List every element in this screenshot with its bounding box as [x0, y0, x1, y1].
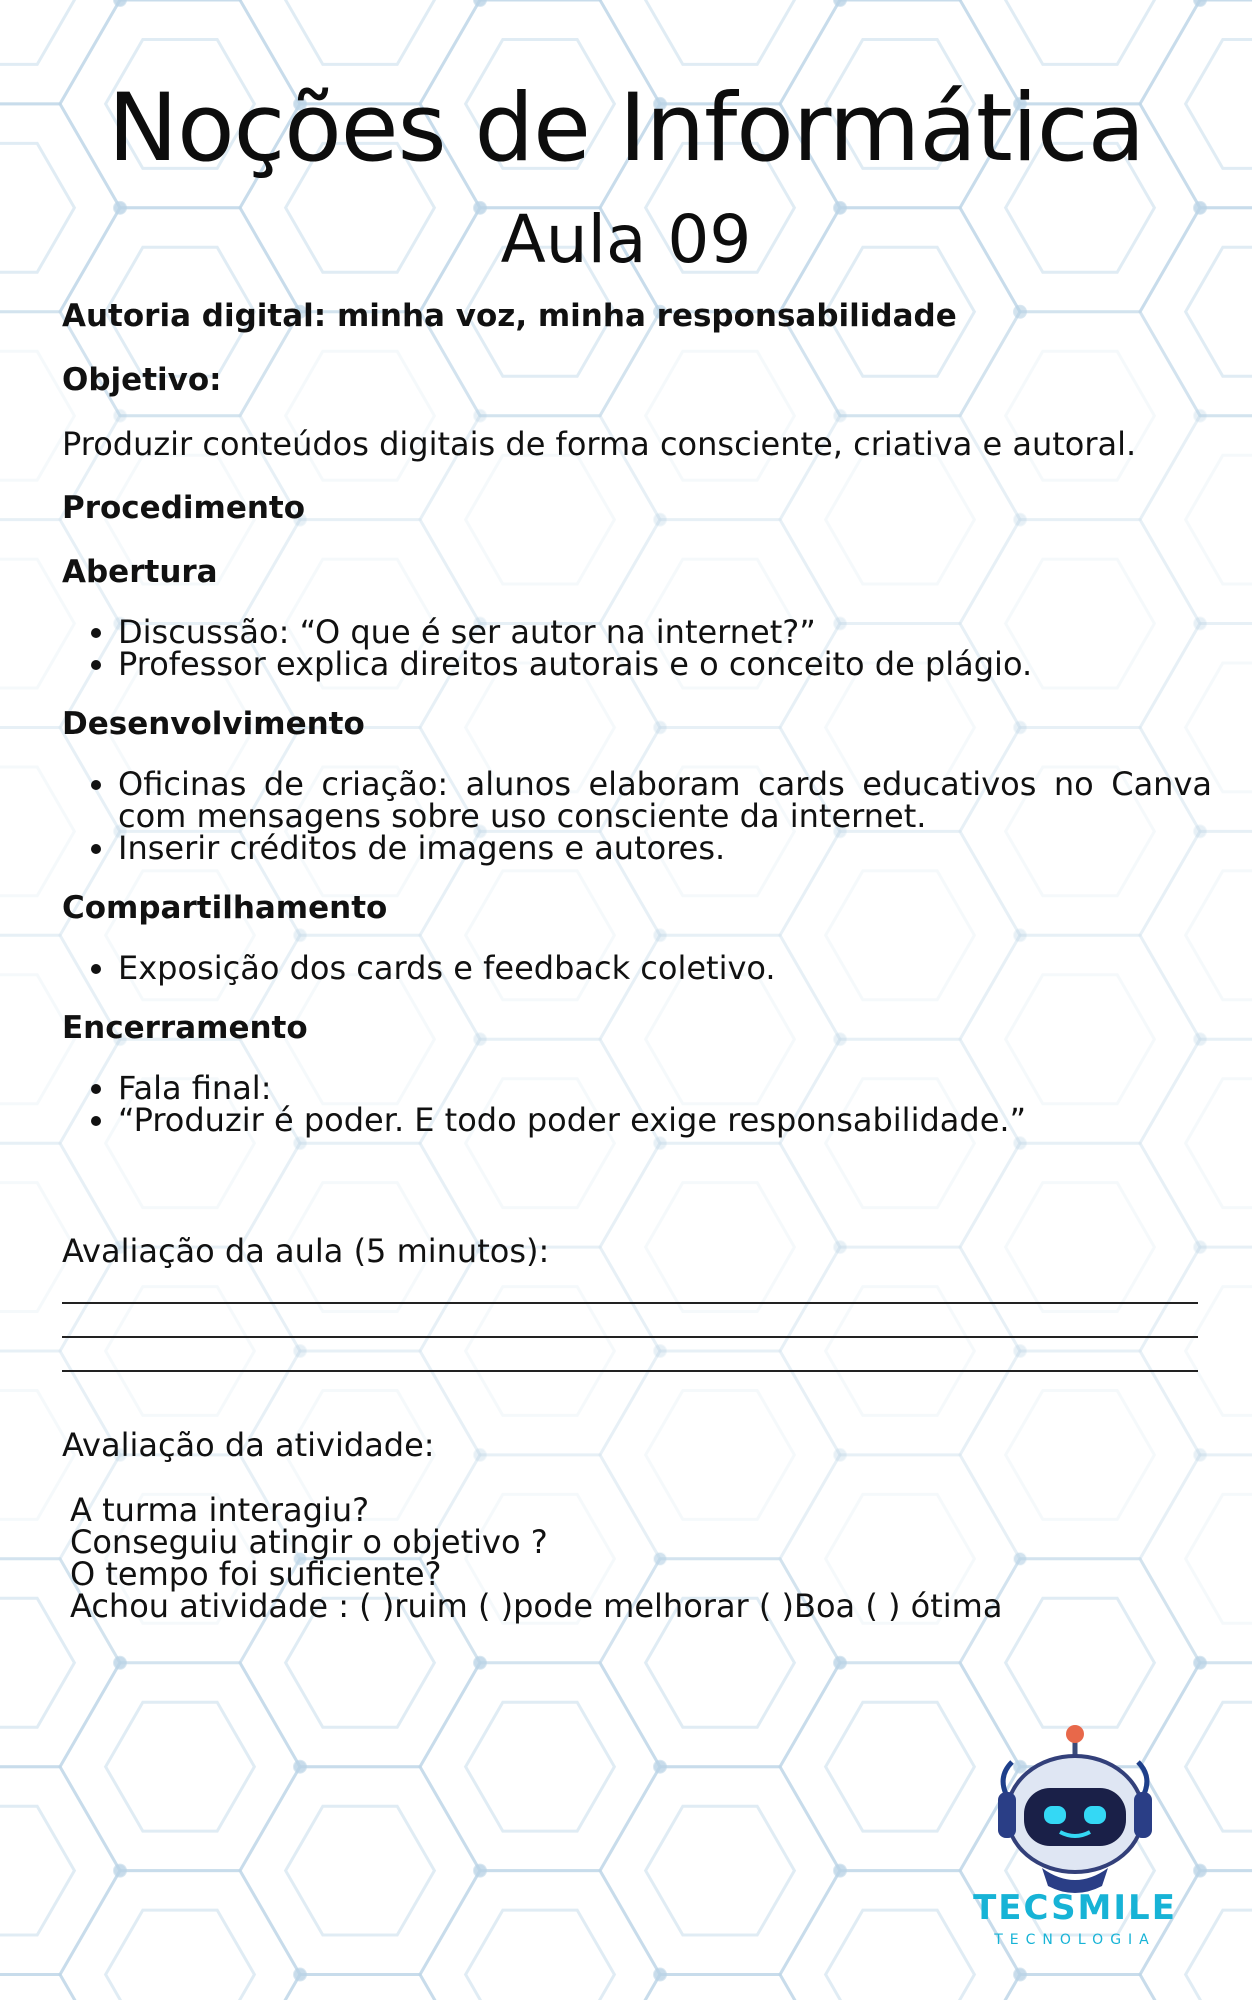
encerramento-heading: Encerramento — [62, 1010, 308, 1046]
avaliacao-aula-label: Avaliação da aula (5 minutos): — [62, 1232, 550, 1270]
encerramento-list — [62, 1069, 1212, 1139]
objetivo-heading: Objetivo: — [62, 362, 222, 398]
compartilhamento-heading: Compartilhamento — [62, 890, 388, 926]
avaliacao-aula-section — [62, 1232, 1202, 1372]
list-item: • “Produzir é poder. E todo poder exige responsabilidade.” — [118, 1104, 1212, 1136]
lesson-body — [62, 296, 1212, 1160]
desenvolvimento-list — [62, 765, 1212, 867]
abertura-heading: Abertura — [62, 554, 218, 590]
procedimento-heading: Procedimento — [62, 490, 306, 526]
list-item: • Inserir créditos de imagens e autores. — [118, 832, 1212, 864]
answer-line[interactable] — [62, 1274, 1198, 1304]
question-item: A turma interagiu? — [70, 1491, 370, 1529]
desenvolvimento-heading: Desenvolvimento — [62, 706, 365, 742]
list-item: • Discussão: “O que é ser autor na internet?” — [118, 616, 1212, 648]
compartilhamento-list — [62, 949, 1212, 987]
abertura-list — [62, 613, 1212, 683]
avaliacao-atividade-label: Avaliação da atividade: — [62, 1426, 435, 1464]
question-item: Conseguiu atingir o objetivo ? — [70, 1523, 548, 1561]
answer-line[interactable] — [62, 1342, 1198, 1372]
brand-tagline: TECNOLOGIA — [994, 1932, 1156, 1948]
list-item: • Exposição dos cards e feedback coletivo. — [118, 952, 1212, 984]
questions-list — [70, 1491, 1003, 1625]
question-item: O tempo foi suficiente? — [70, 1555, 442, 1593]
list-item: • Fala final: — [118, 1072, 1212, 1104]
list-item: • Professor explica direitos autorais e o conceito de plágio. — [118, 648, 1212, 680]
objetivo-text: Produzir conteúdos digitais de forma consciente, criativa e autoral. — [62, 425, 1137, 463]
question-item: Achou atividade : ( )ruim ( )pode melhorar ( )Boa ( ) ótima — [70, 1587, 1003, 1625]
brand-name: TECSMILE — [973, 1888, 1177, 1928]
page-title: Noções de Informática — [107, 74, 1145, 183]
page-subtitle: Aula 09 — [500, 201, 752, 278]
answer-line[interactable] — [62, 1308, 1198, 1338]
lesson-topic: Autoria digital: minha voz, minha responsabilidade — [62, 298, 957, 334]
list-item: • Oficinas de criação: alunos elaboram cards educativos no Canva com mensagens sobre uso consciente da internet. — [118, 768, 1212, 832]
